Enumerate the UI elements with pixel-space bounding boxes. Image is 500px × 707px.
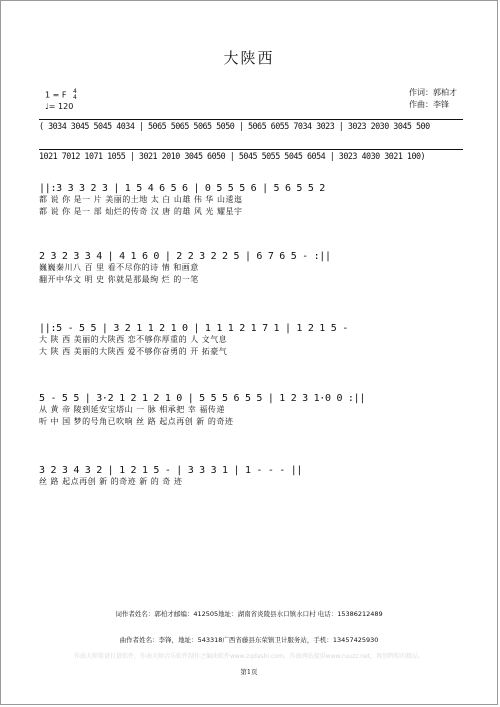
intro-line-2 bbox=[39, 151, 463, 161]
system-2-notes: 2 3 2 3 3 4 | 4 1 6 0 | 2 2 3 2 2 5 | 6 7 6 5 - :|| bbox=[39, 251, 331, 262]
system-2-lyric-2: 翻开中华文 明 史 你就是那最绚 烂 的一笔 bbox=[39, 275, 199, 284]
system-3-lyric-1: 大 陕 西 美丽的大陕西 恋不够你厚重的 人 文气息 bbox=[39, 335, 228, 344]
system-4 bbox=[39, 393, 463, 428]
tempo-label: ♩= 120 bbox=[45, 102, 74, 111]
system-1-notes: ||:3 3 3 2 3 | 1 5 4 6 5 6 | 0 5 5 5 6 | 5 6 5 5 2 bbox=[39, 183, 326, 194]
system-5 bbox=[39, 465, 463, 488]
song-title: 大陕西 bbox=[223, 49, 275, 67]
lyricist-credit: 作词：郭柏才 bbox=[409, 88, 457, 97]
time-signature bbox=[73, 89, 77, 101]
credits bbox=[409, 87, 457, 111]
page-number: 第1页 bbox=[240, 668, 258, 676]
composer-credit: 作曲：李锋 bbox=[409, 100, 449, 109]
time-bottom: 4 bbox=[73, 94, 77, 101]
key-label: 1 = F bbox=[45, 90, 67, 100]
system-2-lyric-1: 巍巍秦川八 百 里 看不尽你的诗 情 和画意 bbox=[39, 263, 199, 272]
system-5-lyric-1: 丝 路 起点再创 新 的奇迹 新 的 奇 迹 bbox=[39, 477, 183, 486]
system-4-lyric-1: 从 黄 帝 陵到延安宝塔山 一 脉 相承把 幸 福传递 bbox=[39, 405, 225, 414]
composer-info: 曲作者姓名：李锋，地址：543318广西省藤县东荣镇卫计服务站，手机：13457425930 bbox=[119, 636, 379, 644]
system-3-lyric-2: 大 陕 西 美丽的大陕西 爱不够你奋勇的 开 拓豪气 bbox=[39, 347, 228, 356]
intro-notes-1: ( 3034 3045 5045 4034 | 5065 5065 5065 5050 | 5065 6055 7034 3023 | 3023 2030 3045 500 bbox=[39, 121, 430, 131]
system-3 bbox=[39, 323, 463, 358]
watermark-text: 作曲大师简谱打谱软件，作曲大师音乐软件制作之编曲软件www.zqdashi.com，作曲网站提供www.ruuzz.net，再创辉煌的精品。 bbox=[73, 653, 425, 660]
system-1-lyric-2: 都 说 你 是一 部 灿烂的传奇 汉 唐 的雄 风 光 耀星宇 bbox=[39, 207, 243, 216]
system-2 bbox=[39, 251, 463, 286]
time-top: 4 bbox=[73, 88, 77, 95]
intro-notes-2: 1021 7012 1071 1055 | 3021 2010 3045 6050 | 5045 5055 5045 6054 | 3023 4030 3021 100) bbox=[39, 151, 426, 161]
system-1 bbox=[39, 183, 463, 218]
beam-line bbox=[39, 119, 463, 120]
system-4-notes: 5 - 5 5 | 3·2 1 2 1 2 1 0 | 5 5 5 6 5 5 | 1 2 3 1·0 0 :|| bbox=[39, 393, 366, 404]
system-4-lyric-2: 听 中 国 梦的号角已吹响 丝 路 起点再创 新 的奇迹 bbox=[39, 417, 234, 426]
system-1-lyric-1: 都 说 你 是一 片 美丽的土地 太 白 山雄 伟 华 山逶迤 bbox=[39, 195, 243, 204]
lyricist-info: 词作者姓名：郭柏才邮编：412505地址：湖南省炎陵县水口镇水口村 电话：15386212489 bbox=[115, 610, 383, 618]
intro-line-1 bbox=[39, 121, 463, 131]
key-signature bbox=[45, 89, 77, 112]
system-5-notes: 3 2 3 4 3 2 | 1 2 1 5 - | 3 3 3 1 | 1 - - - || bbox=[39, 465, 303, 476]
system-3-notes: ||:5 - 5 5 | 3 2 1 1 2 1 0 | 1 1 1 2 1 7 1 | 1 2 1 5 - bbox=[39, 323, 348, 334]
beam-line bbox=[39, 149, 463, 150]
